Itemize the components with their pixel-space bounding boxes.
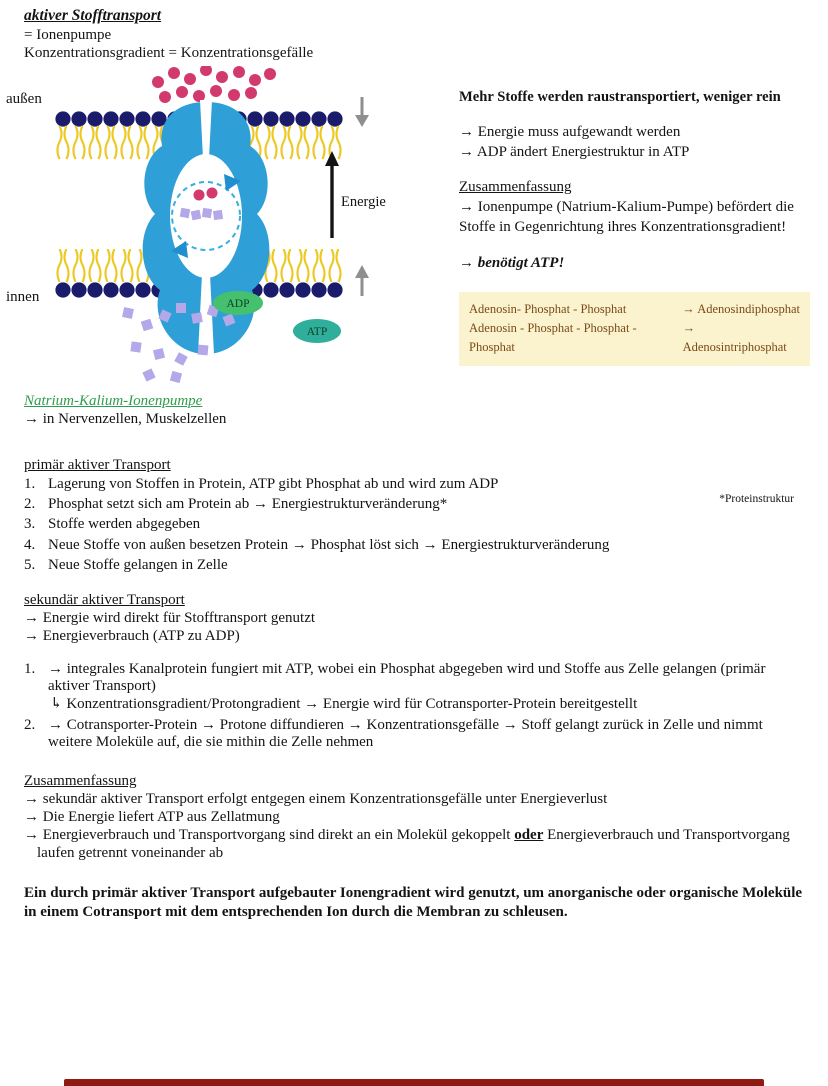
pump-line: → in Nervenzellen, Muskelzellen [24,410,227,427]
secondary-steps-list [24,661,804,752]
primary-heading: primär aktiver Transport [24,456,171,473]
secondary-arrow-line: → Energie wird direkt für Stofftransport genutzt [24,609,316,626]
item-number: 2. [24,716,36,733]
item-text: Stoffe werden abgegeben [48,516,201,533]
primary-transport-section [24,456,804,575]
item-number: 3. [24,516,36,533]
next-page-edge [64,1079,764,1086]
primary-steps-list [24,476,804,575]
adenosine-highlight-box [459,292,810,366]
secondary-transport-section [24,591,804,752]
adenosine-triphosphate-left: Adenosin - Phosphat - Phosphat - Phosphat [469,321,637,355]
item-text: Neue Stoffe von außen besetzen Protein → Phosphat löst sich → Energiestrukturveränderung [48,536,610,553]
summary-line [24,826,804,862]
adp-label: ADP [226,297,250,310]
panel-summary-heading: Zusammenfassung [459,179,572,196]
highlight-row [469,319,800,358]
page-title: aktiver Stofftransport [24,7,162,24]
summary-heading: Zusammenfassung [24,772,137,789]
summary-line3-emphasis: oder [514,826,544,843]
panel-headline: Mehr Stoffe werden raustransportiert, weniger rein [459,88,781,105]
panel-atp-note: → benötigt ATP! [459,254,565,271]
energy-up-arrow [325,151,339,238]
gradient-up-arrow-small [355,265,369,296]
atp-molecule [293,319,341,343]
adenosine-triphosphate-right: → Adenosintriphosphat [682,321,787,355]
secondary-arrow-line: → Energieverbrauch (ATP zu ADP) [24,627,240,644]
ion-pump-diagram [0,66,445,388]
notes-panel [445,66,828,366]
atp-label: ATP [306,325,328,338]
protein-structure-note: *Proteinstruktur [719,492,794,505]
ion-pump-svg [0,66,445,388]
item-sub-text: ↳ Konzentrationsgradient/Protongradient → Energie wird für Cotransporter-Protein bereitgestellt [50,695,638,712]
list-item [24,476,804,493]
list-item [24,557,804,574]
item-number: 4. [24,536,36,553]
item-number: 2. [24,495,36,512]
panel-arrow-line: → Energie muss aufgewandt werden [459,123,681,140]
panel-arrow-line: → ADP ändert Energiestruktur in ATP [459,143,690,160]
label-inside: innen [6,288,40,305]
item-number: 5. [24,557,36,574]
list-item [24,661,804,714]
item-text [48,661,804,714]
summary-line: → sekundär aktiver Transport erfolgt entgegen einem Konzentrationsgefälle unter Energieverlust [24,790,608,807]
item-text: → Cotransporter-Protein → Protone diffundieren → Konzentrationsgefälle → Stoff gelangt zurück in Zelle und nimmt weitere Moleküle auf, die sie mithin die Zelle nehmen [48,716,763,751]
highlight-row [469,300,800,319]
energy-label: Energie [341,193,386,210]
item-number: 1. [24,475,36,492]
list-item [24,537,804,554]
top-row [0,66,828,388]
item-text: Phosphat setzt sich am Protein ab → Energiestrukturveränderung* [48,495,448,512]
summary-section [24,772,804,862]
sodium-potassium-pump-section [24,392,804,428]
subtitle-ionenpumpe: = Ionenpumpe [24,26,112,43]
adenosine-diphosphate-left: Adenosin- Phosphat - Phosphat [469,301,627,316]
label-outside: außen [6,90,42,107]
list-item [24,516,804,533]
summary-line: → Die Energie liefert ATP aus Zellatmung [24,808,280,825]
subtitle-gradient: Konzentrationsgradient = Konzentrationsgefälle [24,44,314,61]
item-number: 1. [24,660,36,677]
pump-heading: Natrium-Kalium-Ionenpumpe [24,392,203,409]
adp-molecule [213,291,263,315]
adenosine-diphosphate-right: → Adenosindiphosphat [682,301,800,316]
list-item [24,717,804,752]
summary-line3-pre: → Energieverbrauch und Transportvorgang sind direkt an ein Molekül gekoppelt [24,826,515,843]
item-main-text: → integrales Kanalprotein fungiert mit ATP, wobei ein Phosphat abgegeben wird und Stoffe aus Zelle gelangen (primär aktiver Transport) [48,660,766,695]
gradient-down-arrow [355,97,369,127]
summary-line3-post: Energieverbrauch und Transportvorgang laufen getrennt voneinander ab [37,826,790,861]
page-header [0,0,828,62]
extracellular-molecules [152,66,276,103]
item-text: Lagerung von Stoffen in Protein, ATP gibt Phosphat ab und wird zum ADP [48,475,499,492]
list-item [24,496,804,513]
secondary-heading: sekundär aktiver Transport [24,591,185,608]
panel-summary-text: → Ionenpumpe (Natrium-Kalium-Pumpe) befördert die Stoffe in Gegenrichtung ihres Konzentrationsgradient! [459,199,794,236]
conclusion-paragraph: Ein durch primär aktiver Transport aufgebauter Ionengradient wird genutzt, um anorganische oder organische Moleküle in einem Cotransport mit dem entsprechenden Ion durch die Membran zu schleusen. [24,884,803,921]
item-text: Neue Stoffe gelangen in Zelle [48,557,228,574]
